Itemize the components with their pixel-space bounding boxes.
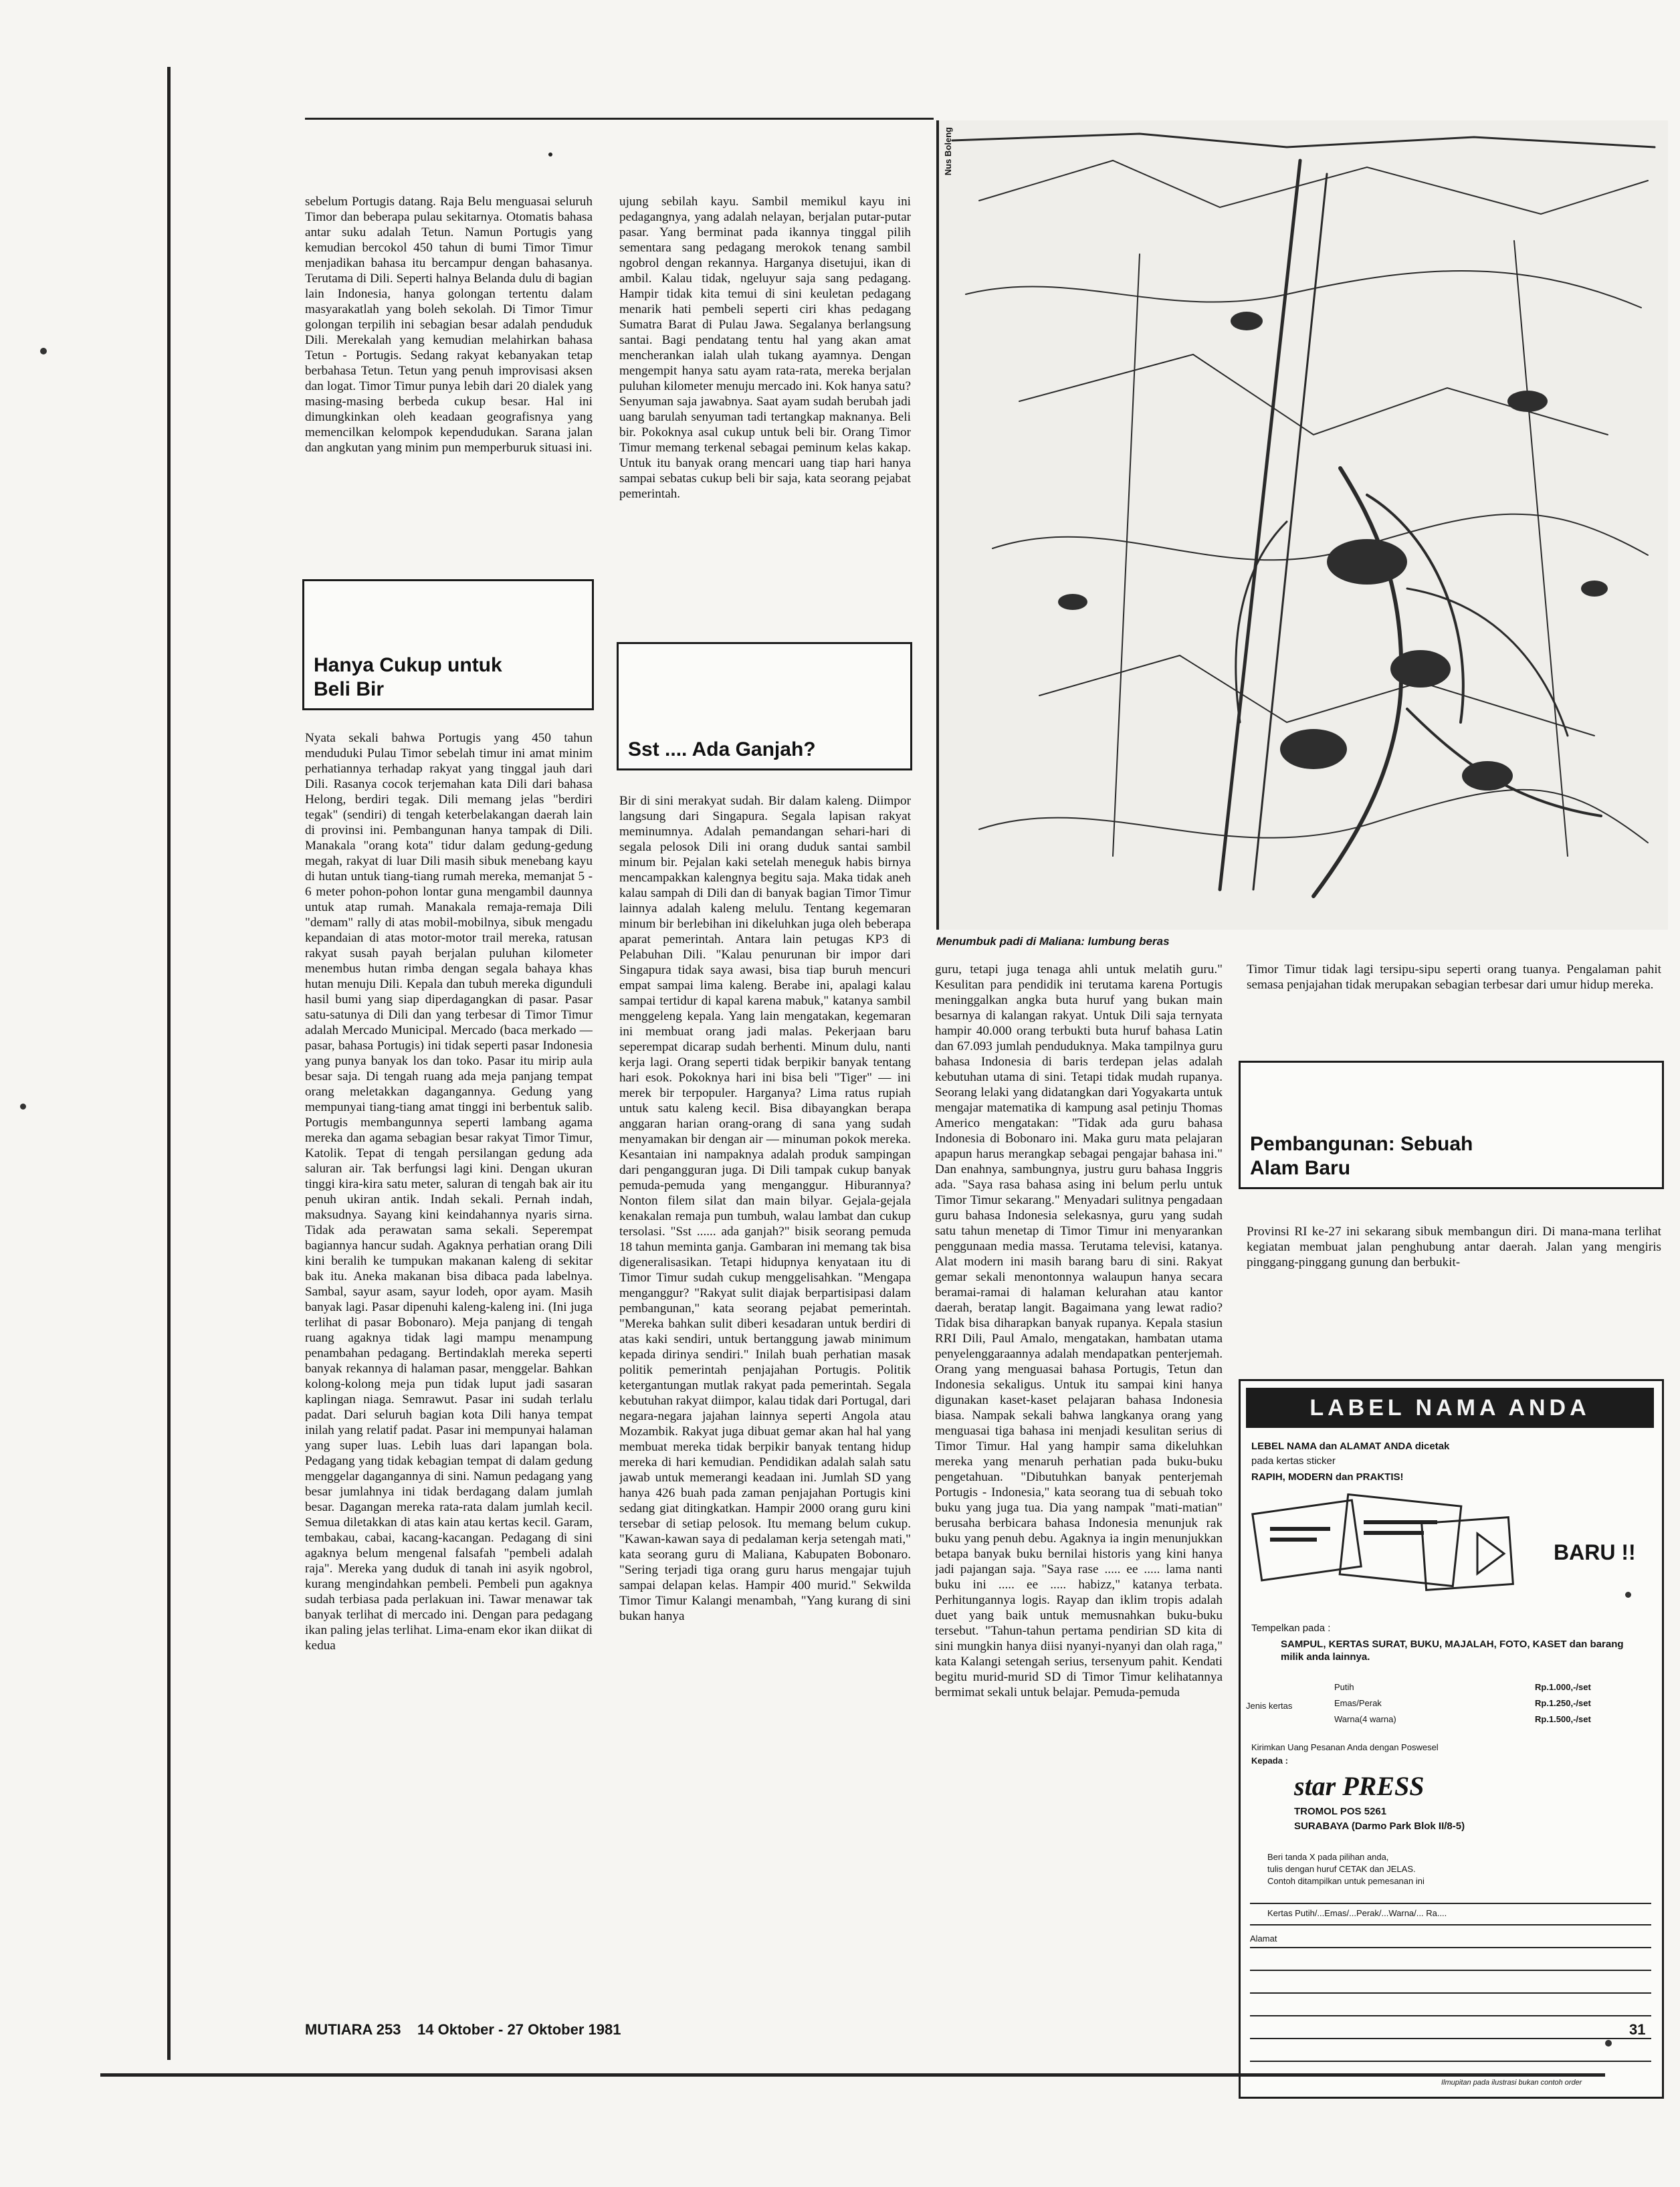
footer-page-number: 31 xyxy=(1629,2021,1646,2038)
ad-items: SAMPUL, KERTAS SURAT, BUKU, MAJALAH, FOTO, KASET dan barang milik anda lainnya. xyxy=(1281,1639,1624,1663)
heading-sst: Sst .... Ada Ganjah? xyxy=(628,738,816,760)
photo-illustration xyxy=(939,120,1668,930)
ad-type-0-price: Rp.1.000,-/set xyxy=(1535,1682,1591,1692)
ad-note1: Beri tanda X pada pilihan anda, xyxy=(1267,1852,1389,1862)
ad-line1: LEBEL NAMA dan ALAMAT ANDA dicetak xyxy=(1251,1441,1450,1452)
top-dot xyxy=(548,152,552,157)
ad-form-label: Alamat xyxy=(1250,1934,1277,1944)
photo-credit: Nus Boleng xyxy=(943,127,953,176)
ad-city: SURABAYA (Darmo Park Blok II/8-5) xyxy=(1294,1820,1465,1832)
scan-speck xyxy=(1625,1592,1631,1598)
ad-type-1-price: Rp.1.250,-/set xyxy=(1535,1698,1591,1708)
ad-type-2-name: Warna(4 warna) xyxy=(1334,1714,1396,1724)
scan-speck xyxy=(40,348,47,354)
ad-form-rule-3 xyxy=(1250,1947,1651,1948)
scan-edge-bottom xyxy=(100,2073,1605,2077)
article-col4-top: Timor Timur tidak lagi tersipu-sipu seperti orang tuanya. Pengalaman pahit semasa penjajahan tidak merupakan sebagian terbesar dari umur hidup mereka. xyxy=(1247,962,1661,992)
ad-kepada: Kepada : xyxy=(1251,1756,1288,1766)
ad-form-line: Kertas Putih/...Emas/...Perak/...Warna/... Ra.... xyxy=(1267,1908,1447,1918)
article-col2-bottom: Bir di sini merakyat sudah. Bir dalam kaleng. Diimpor langsung dari Singapura. Segala lapisan rakyat meminumnya. Adalah pemandangan sehari-hari di segala pelosok Dili ini orang duduk santai sambil minum bir. Pejalan kaki setelah meneguk habis birnya mencampakkan kalengnya begitu saja. Maka tidak aneh kalau sampah di Dili dan di banyak bagian Timor Timur lainnya adalah kaleng melulu. Tentang kegemaran minum bir berlebihan ini dikeluhkan juga oleh beberapa aparat pemerintah. Antara lain petugas KP3 di Pelabuhan Dili. "Kalau penurunan bir impor dari Singapura tidak saya awasi, bisa tiap buruh mencuri empat sampai lima kaleng. Berabe ini, apalagi kalau sampai tertidur di kapal karena mabuk," katanya sambil menggeleng kepala. Yang lain mengatakan, kegemaran ini membuat orang jadi malas. Pekerjaan baru seperempat dicarap sudah berhenti. Minum dulu, nanti kerja lagi. Orang seperti tidak berpikir banyak tentang hari esok. Pokoknya hari ini bisa beli "Tiger" — ini merek bir terpopuler. Harganya? Lima ratus rupiah untuk satu kaleng kecil. Bisa dibayangkan berapa anggaran harian orang-orang di sana yang sudah menyamakan bir dengan air — minuman pokok mereka. Kesantaian ini nampaknya adalah produk sampingan dari pengangguran juga. Di Dili tampak cukup banyak pemuda-pemuda yang menganggur. Hiburannya? Nonton filem silat dan main bilyar. Gejala-gejala kenakalan remaja pun tumbuh, walau lambat dan cukup tersolasi. "Sst ...... ada ganjah?" bisik seorang pemuda 18 tahun meminta ganja. Gambaran ini memang tak bisa digeneralisasikan. Tetapi hidupnya kenyataan itu di Timor Timur sudah cukup menggelisahkan. "Mengapa menganggur? "Rakyat sulit diajak berpartisipasi dalam pembangunan," kata seorang pejabat pemerintah. "Mereka bahkan sulit diberi kesadaran untuk berdiri di atas kaki sendiri, untuk bertanggung jawab minimum kepada dirinya sendiri." Inilah buah perhatian masak politik pemerintah penjajahan Portugis. Politik ketergantungan mutlak rakyat pada pemerintah. Segala kebutuhan rakyat diimpor, kalau tidak dari Portugal, dari negara-negara jajahan lainnya seperti Angola atau Mozambik. Rakyat juga dibuat gemar akan hal hal yang membuat mereka tidak berpikir banyak tentang hidup mereka di hari kemudian. Pendidikan adalah salah satu jawab untuk memerangi keadaan ini. Jumlah SD yang hanya 426 buah pada zaman penjajahan Portugis kini sedang giat ditingkatkan. Hampir 2000 orang guru kini tersebar di setiap pelosok. Itu memang belum cukup. "Kawan-kawan saya di pedalaman kerja setengah mati," kata seorang guru di Maliana, Kabupaten Bobonaro. "Sering terjadi tiga orang guru harus mengajar tujuh sampai delapan kelas. Hampir 400 murid." Sekwilda Timor Timur Kalangi menambah, "Yang kurang di sini bukan hanya xyxy=(619,794,911,1623)
article-col4-bottom: Provinsi RI ke-27 ini sekarang sibuk membangun diri. Di mana-mana terlihat kegiatan membuat jalan penghubung antar daerah. Jalan yang mengiris pinggang-pinggang gunung dan berbukit- xyxy=(1247,1225,1661,1269)
ad-pos: TROMOL POS 5261 xyxy=(1294,1806,1387,1817)
heading-box-sst xyxy=(617,642,912,770)
ad-baru: BARU !! xyxy=(1554,1540,1636,1564)
ad-tempelkan: Tempelkan pada : xyxy=(1251,1623,1331,1634)
ad-footnote: Ilmupitan pada ilustrasi bukan contoh order xyxy=(1441,2079,1582,2087)
ad-publisher: star PRESS xyxy=(1294,1771,1425,1801)
ad-note2: tulis dengan huruf CETAK dan JELAS. xyxy=(1267,1864,1416,1874)
article-col2-top: ujung sebilah kayu. Sambil memikul kayu ini pedagangnya, yang adalah nelayan, berjalan putar-putar pasar. Yang berminat pada ikannya tinggal pilih sementara sang pedagang merokok tenang sambil ngobrol dengan rekannya. Harganya disetujui, ikan di ambil. Kalau tidak, ngeluyur saja sang pedagang. Hampir tidak kita temui di sini keuletan pedagang menarik hati pembeli seperti ciri khas pedagang Sumatra Barat di Pulau Jawa. Segalanya berlangsung santai. Bagi pendatang tentu hal yang akan amat mencherankan ialah ulah tukang ayamnya. Dengan mengempit hanya satu ayam rata-rata, mereka berjalan puluhan kilometer menuju mercado ini. Kok hanya satu? Senyuman saja jawabnya. Saat ayam sudah berubah jadi uang barulah senyuman tadi tertangkap maknanya. Beli bir. Pokoknya asal cukup untuk beli bir. Orang Timor Timur memang terkenal sebagai peminum kelas kakap. Untuk itu banyak orang mencari uang tiap hari hanya sampai sebatas cukup beli bir saja, kata seorang pejabat pemerintah. xyxy=(619,195,911,501)
scan-speck xyxy=(20,1104,26,1110)
scan-speck xyxy=(1605,2040,1612,2047)
ad-form-rule-1 xyxy=(1250,1903,1651,1904)
ad-jenis-label: Jenis kertas xyxy=(1246,1701,1293,1711)
ad-form-rule-8 xyxy=(1250,2061,1651,2062)
footer-dates: 14 Oktober - 27 Oktober 1981 xyxy=(417,2021,621,2038)
ad-line2: pada kertas sticker xyxy=(1251,1455,1336,1467)
article-col3: guru, tetapi juga tenaga ahli untuk melatih guru." Kesulitan para pendidik ini terutama karena Portugis meninggalkan angka buta huruf yang bukan main besarnya di kalangan rakyat. Untuk Dili saja ternyata hampir 40.000 orang terbukti buta huruf bahasa Latin dan 67.093 jumlah penduduknya. Maka tampilnya guru bahasa Indonesia di baris terdepan jelas adalah kebutuhan utama di sini. Tetapi tidak mudah rupanya. Seorang lelaki yang didatangkan dari Yogyakarta untuk mengajar matematika di kampung asal petinju Thomas Americo mengatakan: "Tidak ada guru bahasa Indonesia di Bobonaro ini. Maka guru mata pelajaran apapun harus merangkap sebagai pengajar bahasa ini." Dan enahnya, sambungnya, justru guru bahasa Inggris ada. "Saya rasa bahasa asing ini belum perlu untuk Timor Timur sekarang." Menyadari sulitnya pengadaan guru bahasa Indonesia selekasnya, guru yang sudah satu tahun menetap di Timor Timur ini menyarankan penggunaan media massa. Terutama televisi, katanya. Alat modern ini masih barang baru di sini. Rakyat gemar sekali menontonnya walaupun hanya secara beramai-ramai di halaman kelurahan atau kantor daerah, beratap langit. Bagaimana yang lewat radio? Tidak bisa diharapkan banyak rupanya. Kepala stasiun RRI Dili, Paul Amalo, mengatakan, hambatan utama penyelenggaraannya adalah mendapatkan penterjemah. Orang yang menguasai bahasa Portugis, Tetun dan Indonesia sekaligus. Untuk itu sampai kini hanya digunakan kaset-kaset pelajaran bahasa Indonesia biasa. Nampak sekali bahwa langkanya orang yang menguasai tiga bahasa ini menjadi kesulitan serius di Timor Timur. Hal yang hampir sama dikeluhkan mereka yang menaruh perhatian pada buku-buku pengetahuan. "Dibutuhkan banyak penterjemah Portugis - Indonesia," kata seorang tua di sebuah toko buku yang juga tua. Dia yang nampak "mati-matian" berusaha berbicara bahasa Indonesia menunjuk rak buku yang penuh debu. Agaknya ia ingin menunjukkan betapa banyak buku bernilai historis yang kini hanya jadi pajangan saja. "Saya rase ..... ee ..... lama nanti buku ini ..... ee ..... habizz," katanya terbata. Perhitungannya logis. Rayap dan iklim tropis adalah duet yang baik untuk memusnahkan buku-buku tersebut. "Tahun-tahun pertama pendirian SD kita di sini mungkin hanya diisi nyanyi-nyanyi dan olah raga," kata Kalangi setengah serius, tersenyum pahit. Kendati begitu murid-murid SD di Timor Timur kelihatannya bermimat sekali untuk belajar. Pemuda-pemuda xyxy=(935,962,1223,1699)
ad-kirim: Kirimkan Uang Pesanan Anda dengan Poswesel xyxy=(1251,1742,1439,1752)
ad-type-1-name: Emas/Perak xyxy=(1334,1698,1382,1708)
ad-type-0-name: Putih xyxy=(1334,1682,1354,1692)
ad-note3: Contoh ditampilkan untuk pemesanan ini xyxy=(1267,1876,1425,1886)
sticker-illustration xyxy=(1250,1493,1531,1607)
heading-pembangunan: Pembangunan: Sebuah Alam Baru xyxy=(1250,1133,1473,1179)
article-col1-bottom: Nyata sekali bahwa Portugis yang 450 tahun menduduki Pulau Timor sebelah timur ini amat minim perhatiannya terhadap rakyat yang tinggal jauh dari Dili. Rasanya cocok terjemahan kata Dili dari bahasa Helong, berdiri tegak. Dili memang jelas "berdiri tegak" (sendiri) di tengah keterbelakangan daerah lain di provinsi ini. Pembangunan hanya tampak di Dili. Manakala "orang kota" tidur dalam gedung-gedung megah, rakyat di luar Dili masih sibuk menebang kayu di hutan untuk tiang-tiang rumah mereka, memanjat 5 - 6 meter pohon-pohon lontar guna mengambil daunnya untuk atap rumah. Manakala remaja-remaja Dili "demam" rally di atas mobil-mobilnya, sibuk mengadu kepandaian di atas motor-motor trail mereka, ratusan rakyat susah payah berjalan puluhan kilometer menembus hutan rimba dengan segala bahaya khas hutan menuju Dili. Kepala dan tubuh mereka digunduli hasil bumi yang siap diperdagangkan di pasar. Pasar satu-satunya di Dili dan yang terbesar di Timor Timur adalah Mercado Municipal. Mercado (baca merkado — pasar, bahasa Portugis) ini tidak seperti pasar Indonesia yang punya banyak los dan toko. Pasar itu mirip aula besar saja. Di tengah ruang ada meja panjang tempat orang meletakkan dagangannya. Gedung yang mempunyai tiang-tiang amat tinggi ini berbentuk salib. Portugis membangunnya seperti lambang agama mereka dan agama sebagian besar rakyat Timor Timur, Katolik. Tepat di tengah persilangan gedung ada saluran air. Tak berfungsi lagi kini. Dengan ukuran tinggi kira-kira satu meter, saluran di tengah bak air itu penuh ukiran antik. Indah sekali. Pernah indah, maksudnya. Sayang kini keindahannya nyaris sirna. Tidak ada perawatan sama sekali. Seperempat bagiannya hancur sudah. Agaknya perhatian orang Dili kini beralih ke tumpukan makanan kaleng di sekitar bak itu. Aneka makanan bisa dibaca pada labelnya. Sambal, sayur asam, sayur lodeh, opor ayam. Masih banyak lagi. Pasar dipenuhi kaleng-kaleng ini. (Ini juga terlihat di pasar Bobonaro). Meja panjang di tengah ruang agaknya tidak lagi mampu menampung penambahan pedagang. Bertindaklah mereka seperti banyak rekannya di halaman pasar, menggelar. Bahkan kolong-kolong meja pun tidak luput jadi sasaran kaplingan niaga. Semrawut. Pasar ini sudah terlalu padat. Dari seluruh bagian kota Dili hanya tempat inilah yang relatif padat. Pasar ini mempunyai halaman yang super luas. Lebih luas dari lapangan bola. Pedagang yang tidak kebagian tempat di dalam gedung menggelar dagangannya di sini. Namun pedagang yang besar jumlahnya ini tidak berdagang dalam jumlah besar. Dagangan mereka rata-rata dalam jumlah kecil. Semua diletakkan di atas kain atau kertas kecil. Garam, tembakau, cabai, kacang-kacangan. Pedagang di sini agaknya belum mengenal falsafah "pembeli adalah raja". Mereka yang duduk di tanah ini asyik ngobrol, kurang mengindahkan pembeli. Pembeli pun agaknya sudah terbiasa pada perlakuan ini. Tawar menawar tak banyak terlihat di mercado ini. Dengan para pedagang ikan paling jelas terlihat. Lima-enam ekor ikan diikat di kedua xyxy=(305,731,593,1653)
photo-rice-pounding xyxy=(936,120,1668,930)
ad-type-2-price: Rp.1.500,-/set xyxy=(1535,1714,1591,1724)
ad-form-rule-7 xyxy=(1250,2038,1651,2039)
heading-hanya-cukup: Hanya Cukup untuk Beli Bir xyxy=(314,654,502,700)
top-rule xyxy=(305,118,934,120)
heading-box-hanya-cukup xyxy=(302,579,594,710)
ad-line3: RAPIH, MODERN dan PRAKTIS! xyxy=(1251,1471,1404,1483)
ad-form-rule-6 xyxy=(1250,2015,1651,2016)
footer-magazine: MUTIARA 253 xyxy=(305,2021,401,2038)
ad-form-rule-4 xyxy=(1250,1970,1651,1971)
ad-form-rule-2 xyxy=(1250,1924,1651,1925)
ad-form-rule-5 xyxy=(1250,1992,1651,1994)
advertisement-star-press xyxy=(1239,1379,1664,2099)
heading-box-pembangunan xyxy=(1239,1061,1664,1189)
photo-caption: Menumbuk padi di Maliana: lumbung beras xyxy=(936,935,1170,948)
ad-banner: LABEL NAMA ANDA xyxy=(1246,1388,1654,1428)
article-col1-top: sebelum Portugis datang. Raja Belu menguasai seluruh Timor dan beberapa pulau sekitarnya. Otomatis bahasa antar suku adalah Tetun. Namun Portugis yang kemudian bercokol 450 tahun di bumi Timor Timur menjadikan bahasa itu bercampur dengan bahasanya. Terutama di Dili. Seperti halnya Belanda dulu di bagian lain Indonesia, hanya golongan tertentu dalam masyarakatlah yang boleh sekolah. Di Timor Timur golongan terpilih ini sebagian besar adalah penduduk Dili. Merekalah yang kemudian melahirkan bahasa Tetun - Portugis. Sedang rakyat kebanyakan tetap berbahasa Tetun. Tetun yang penuh improvisasi aksen dan logat. Timor Timur punya lebih dari 20 dialek yang masing-masing berbeda cukup besar. Hal ini dimungkinkan oleh keadaan geografisnya yang memencilkan kelompok kependudukan. Sarana jalan dan angkutan yang minim pun memperburuk situasi ini. xyxy=(305,195,593,455)
scan-edge-left xyxy=(167,67,171,2060)
